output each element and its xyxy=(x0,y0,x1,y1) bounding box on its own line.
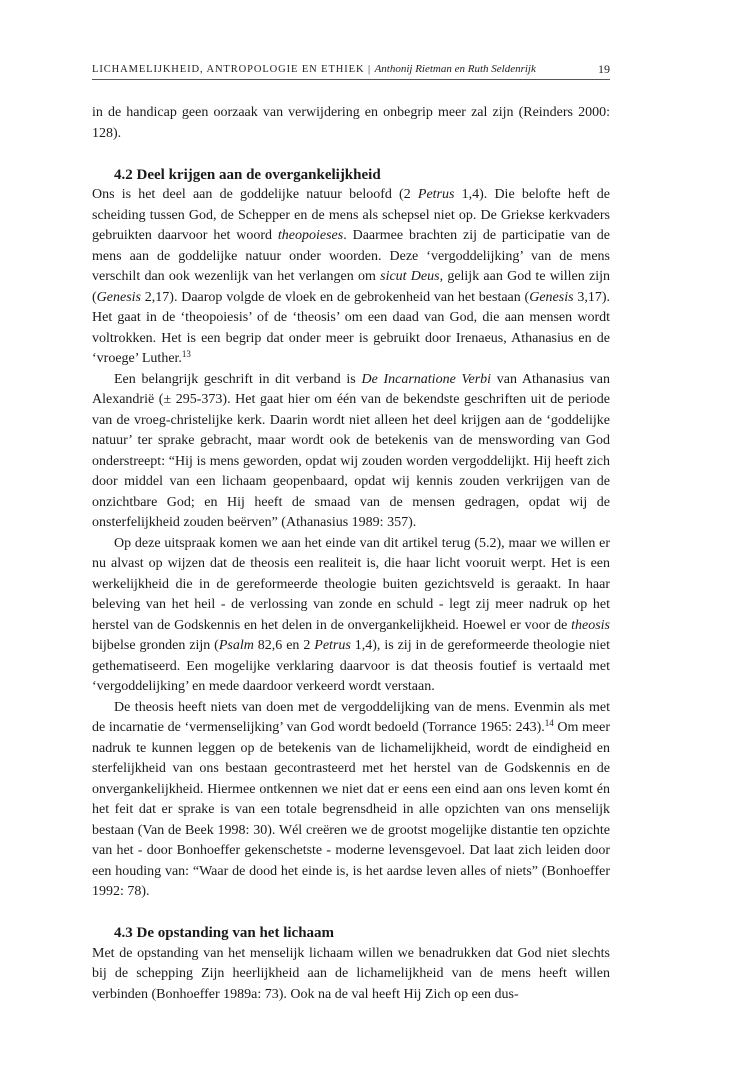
header-separator: | xyxy=(368,64,372,75)
paragraph-1: Ons is het deel aan de goddelijke natuur beloofd (2 Petrus 1,4). Die belofte heft de scheiding tussen God, de Schepper en de mens als schepsel niet op. De Griekse kerkvaders gebruikten daarvoor het woord theopoieses. Daarmee brachten zij de participatie van de mens aan de goddelijke natuur onder woorden. Deze ‘vergoddelijking’ van de mens verschilt dan ook wezenlijk van het verlangen om sicut Deus, gelijk aan God te willen zijn (Genesis 2,17). Daarop volgde de vloek en de gebrokenheid van het bestaan (Genesis 3,17). Het gaat in de ‘theopoiesis’ of de ‘theosis’ om een daad van God, die aan mensen wordt voltrokken. Het is een begrip dat onder meer is gebruikt door Irenaeus, Athanasius en de ‘vroege’ Luther.$^{13}$ xyxy=(92,187,611,366)
paragraph-continuation: in de handicap geen oorzaak van verwijdering en onbegrip meer zal zijn (Reinders 2000: 128). xyxy=(92,105,610,141)
running-header-text xyxy=(92,63,536,75)
footnote-ref-13[interactable]: 13 xyxy=(181,349,191,359)
paragraph-5: Met de opstanding van het menselijk lichaam willen we benadrukken dat God niet slechts bij de schepping Zijn heerlijkheid aan de lichamelijkheid van de mens heeft willen verbinden (Bonhoeffer 1989a: 73). Ook na de val heeft Hij Zich op een dus- xyxy=(92,945,610,1002)
footnote-ref-14[interactable]: 14 xyxy=(544,718,554,728)
section-heading-4-3: 4.3 De opstanding van het lichaam xyxy=(114,925,335,941)
page-number: 19 xyxy=(598,62,610,76)
body-text xyxy=(92,103,610,1005)
header-rule xyxy=(92,79,610,80)
section-heading-4-2: 4.2 Deel krijgen aan de overgankelijkheid xyxy=(114,166,381,183)
header-authors: Anthonij Rietman en Ruth Seldenrijk xyxy=(374,63,536,75)
paragraph-3: Op deze uitspraak komen we aan het einde van dit artikel terug (5.2), maar we willen er nu alvast op wijzen dat de theosis een realiteit is, die haar licht vooruit werpt. Het is een werkelijkheid die in de gereformeerde theologie buiten gezichtsveld is geraakt. In haar beleving van het heil - de verlossing van zonde en schuld - legt zij meer nadruk op het herstel van de Godskennis en het delen in de onvergankelijkheid. Hoewel er voor de theosis bijbelse gronden zijn (Psalm 82,6 en 2 Petrus 1,4), is zij in de gereformeerde theologie niet gethematiseerd. Een mogelijke verklaring daarvoor is dat theosis foutief is vertaald met ‘vergoddelijking’ en mede daardoor verkeerd wordt verstaan. xyxy=(92,535,611,694)
paragraph-4: De theosis heeft niets van doen met de vergoddelijking van de mens. Evenmin als met de incarnatie de ‘vermenselijking’ van God wordt bedoeld (Torrance 1965: 243).$^{14}$ Om meer nadruk te kunnen leggen op de betekenis van de lichamelijkheid, wordt de eindigheid en sterfelijkheid van ons bestaan gecontrasteerd met het herstel van de Godskennis en de onvergankelijkheid. Hiermee ontkennen we niet dat er eens een eind aan ons leven komt én het feit dat er sprake is van een totale begrensdheid in alle opzichten van ons menselijk bestaan (Van de Beek 1998: 30). Wél creëren we de grootst mogelijke distantie ten opzichte van het - door Bonhoeffer gekenschetste - moderne levensgevoel. Dat laat zich leiden door een houding van: “Waar de dood het einde is, is het aardse leven alles of niets” (Bonhoeffer 1992: 78). xyxy=(92,699,610,899)
paragraph-2: Een belangrijk geschrift in dit verband is De Incarnatione Verbi van Athanasius van Alexandrië (± 295-373). Het gaat hier om één van de bekendste geschriften uit de periode van de vroeg-christelijke kerk. Daarin wordt niet alleen het deel krijgen aan de ‘goddelijke natuur’ ter sprake gebracht, maar wordt ook de betekenis van de menswording van God onderstreept: “Hij is mens geworden, opdat wij zouden worden vergoddelijkt. Hij heeft zich door middel van een lichaam geopenbaard, opdat wij kennis zouden verkrijgen van de onzichtbare God; en Hij heeft de smaad van de mensen gedragen, opdat wij de onsterfelijkheid zouden beërven” (Athanasius 1989: 357). xyxy=(92,371,610,530)
running-title: LICHAMELIJKHEID, ANTROPOLOGIE EN ETHIEK xyxy=(92,64,365,75)
